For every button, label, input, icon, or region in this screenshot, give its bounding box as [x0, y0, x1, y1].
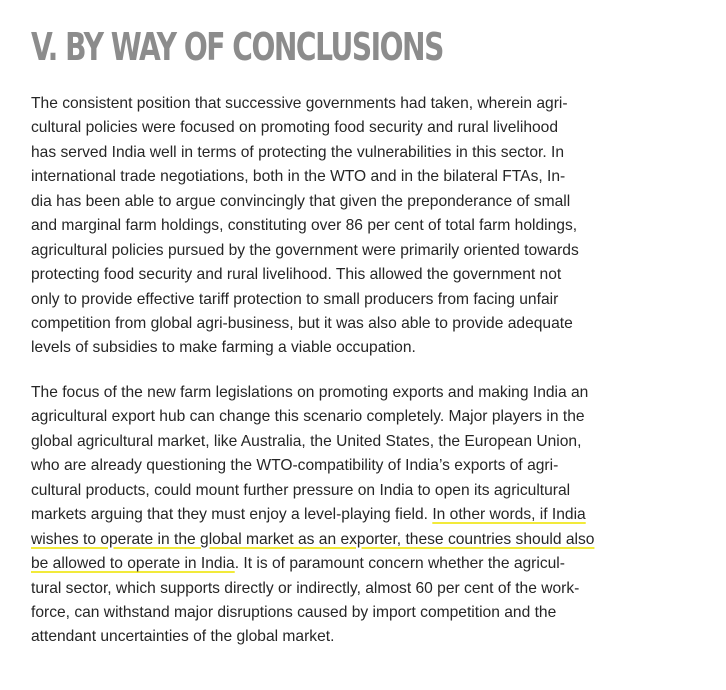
text-line: protecting food security and rural livelihood. This allowed the government not	[31, 266, 562, 284]
text-line: The focus of the new farm legislations on promoting exports and making India an	[31, 384, 589, 401]
text-line: global agricultural market, like Australia, the United States, the European Union,	[31, 432, 582, 450]
text-line: The consistent position that successive governments had taken, wherein agri-	[31, 95, 568, 112]
text-line: competition from global agri-business, but it was also able to provide adequate	[31, 314, 573, 332]
paragraph-conclusions-1	[31, 92, 579, 361]
paragraph-conclusions-2	[31, 381, 594, 650]
text-line: agricultural export hub can change this scenario completely. Major players in the	[31, 408, 585, 426]
text-line: cultural products, could mount further pressure on India to open its agricultural	[31, 481, 571, 499]
plain-text: . It is of paramount concern whether the agricul-	[234, 555, 565, 573]
section-heading: V. BY WAY OF CONCLUSIONS	[31, 25, 443, 69]
text-line	[31, 503, 594, 527]
text-line	[31, 528, 594, 552]
text-line: levels of subsidies to make farming a viable occupation.	[31, 339, 416, 357]
text-line	[31, 552, 594, 576]
text-line: international trade negotiations, both in the WTO and in the bilateral FTAs, In-	[31, 168, 566, 186]
text-line: dia has been able to argue convincingly that given the preponderance of small	[31, 192, 571, 210]
text-line: who are already questioning the WTO-compatibility of India’s exports of agri-	[31, 457, 559, 475]
highlighted-text: In other words, if India	[432, 506, 586, 524]
text-line: has served India well in terms of protecting the vulnerabilities in this sector. In	[31, 143, 565, 161]
text-line: attendant uncertainties of the global market.	[31, 628, 335, 646]
highlighted-text: wishes to operate in the global market as an exporter, these countries should also	[31, 530, 595, 548]
text-line: and marginal farm holdings, constituting over 86 per cent of total farm holdings,	[31, 217, 578, 235]
plain-text: markets arguing that they must enjoy a level-playing field.	[31, 506, 433, 524]
text-line: tural sector, which supports directly or indirectly, almost 60 per cent of the work-	[31, 579, 580, 597]
text-line: agricultural policies pursued by the government were primarily oriented towards	[31, 241, 579, 259]
text-line: only to provide effective tariff protection to small producers from facing unfair	[31, 290, 559, 308]
text-line: force, can withstand major disruptions caused by import competition and the	[31, 603, 557, 621]
text-line: cultural policies were focused on promoting food security and rural livelihood	[31, 119, 559, 137]
highlighted-text: be allowed to operate in India	[31, 555, 235, 573]
